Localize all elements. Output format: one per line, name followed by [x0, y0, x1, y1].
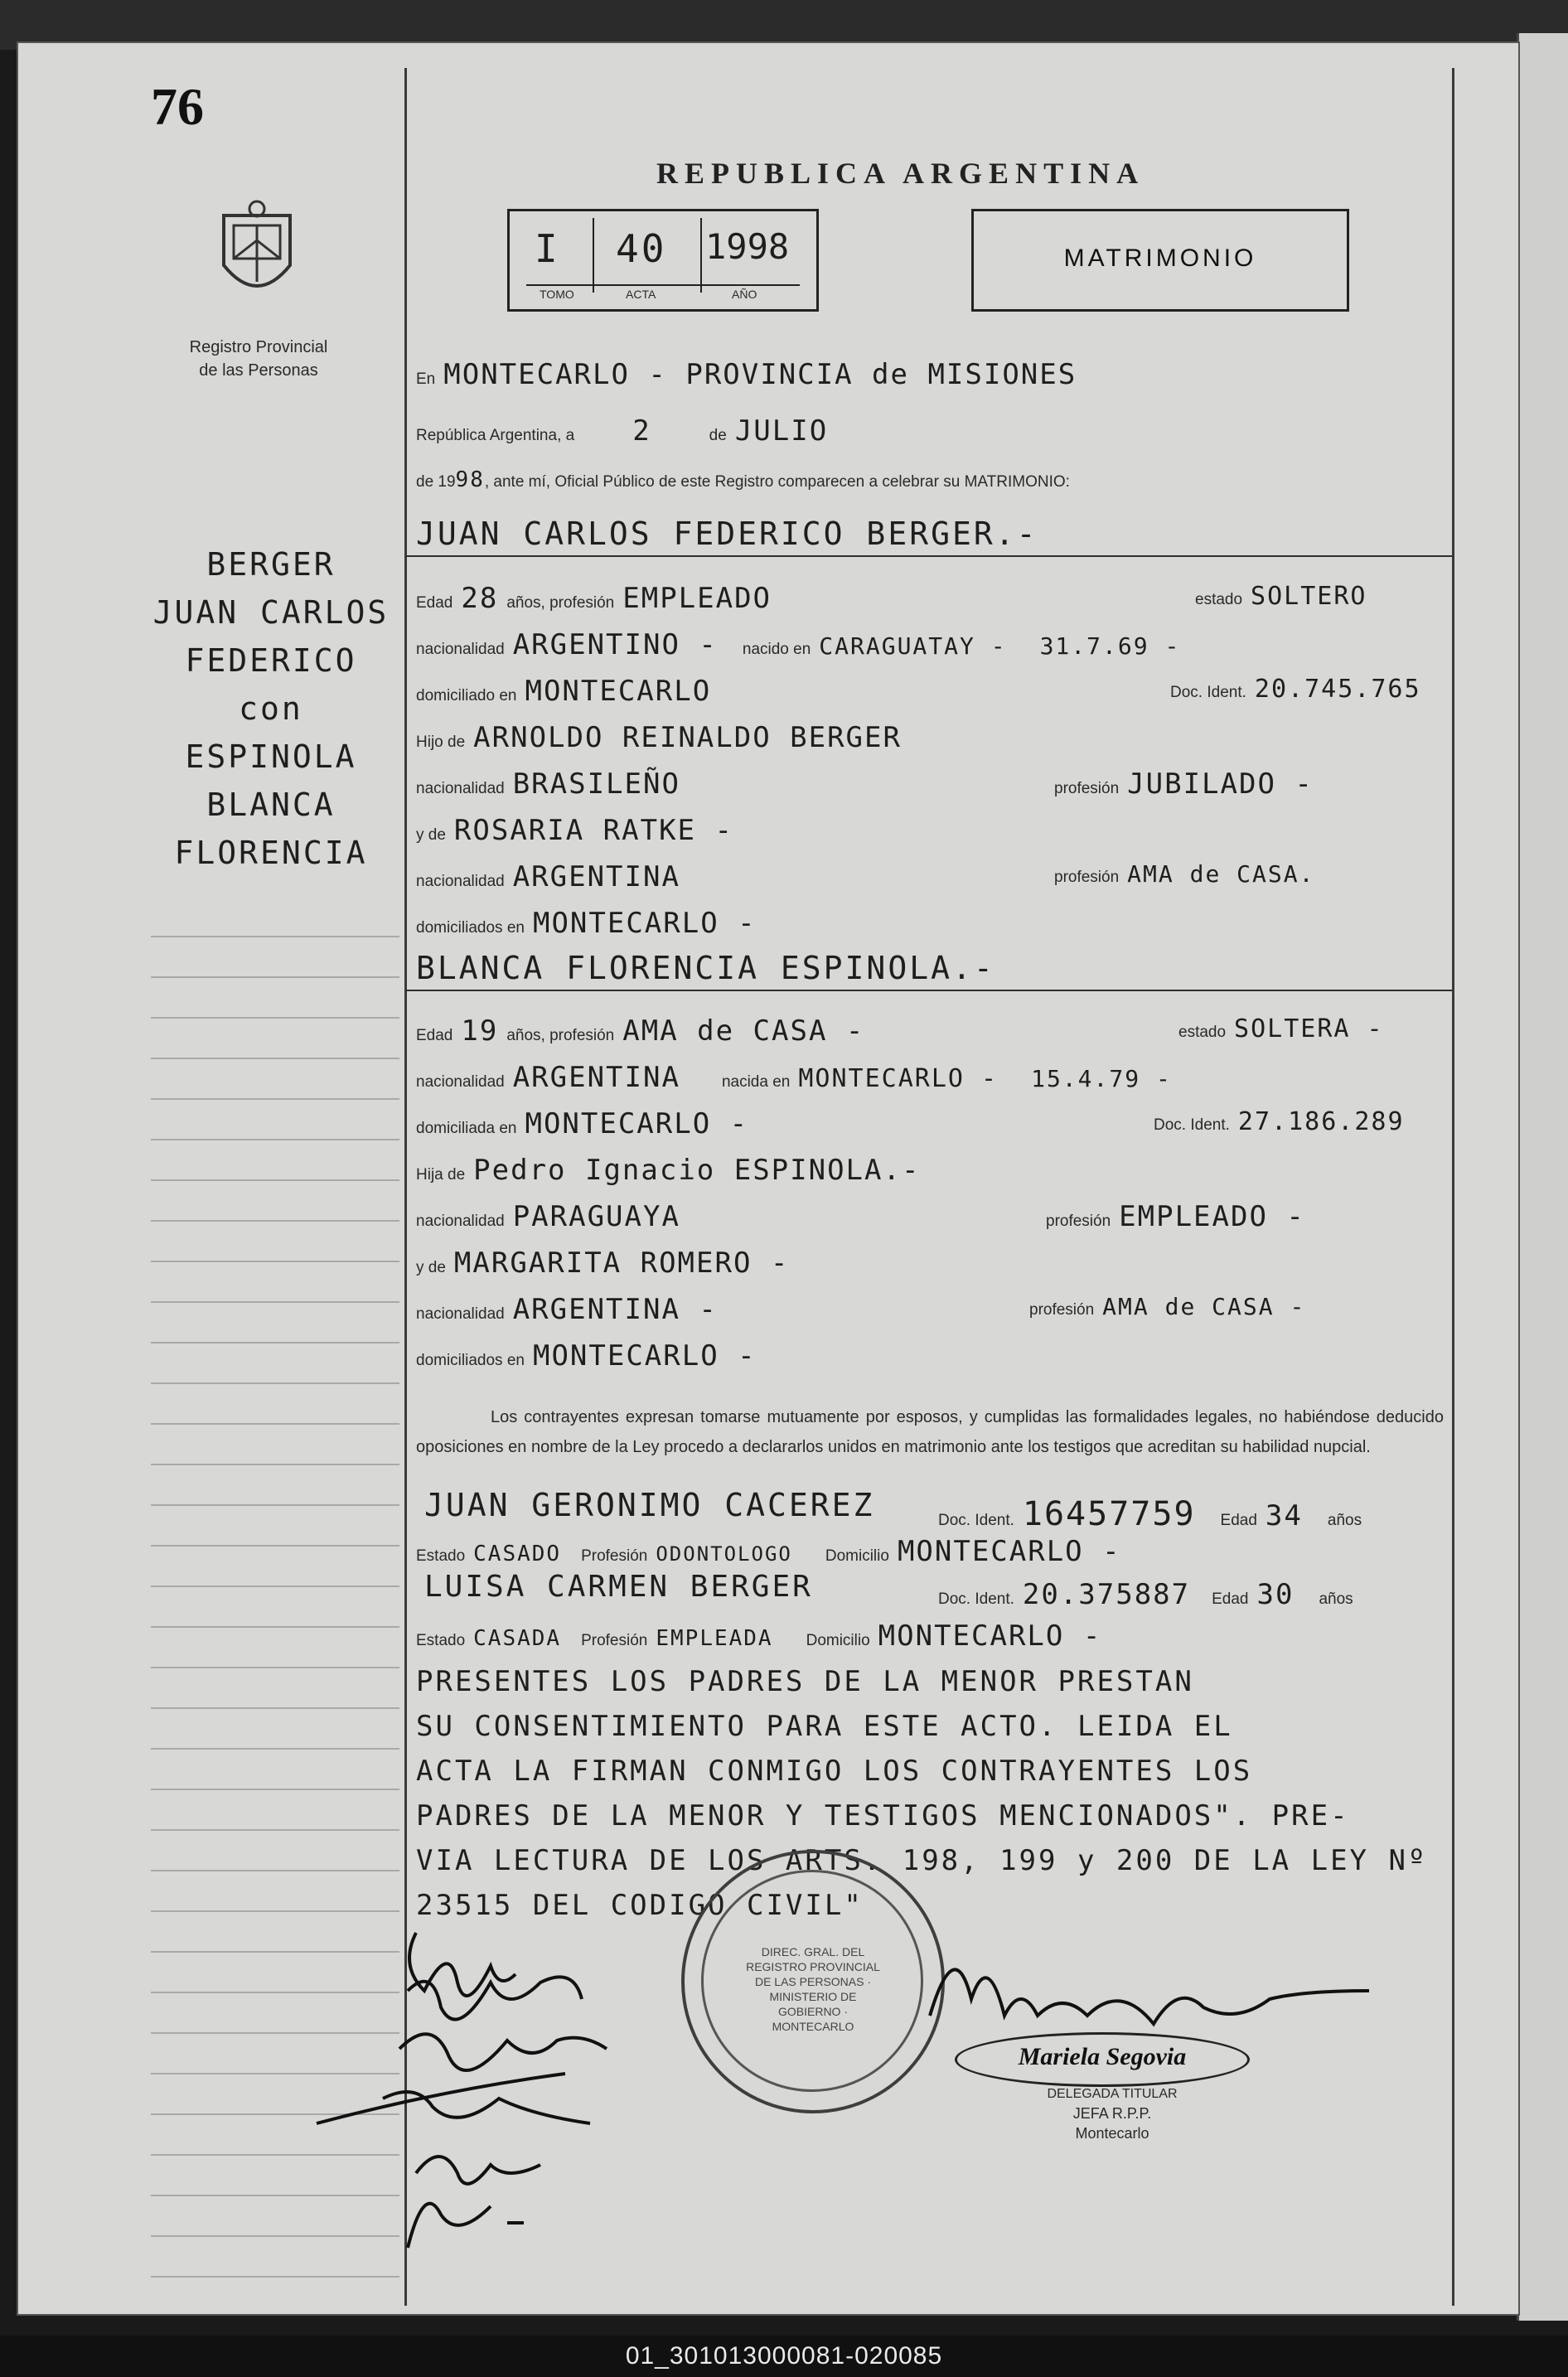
groom-nacido: CARAGUATAY -: [819, 632, 1007, 660]
groom-doc: 20.745.765: [1254, 675, 1421, 704]
note-line: PADRES DE LA MENOR Y TESTIGOS MENCIONADOS". PRE-: [416, 1799, 1350, 1832]
year-suffix: 98: [455, 467, 485, 492]
nac-label: nacionalidad: [416, 1073, 505, 1091]
doc-label: Doc. Ident.: [938, 1512, 1014, 1529]
de-label: de: [709, 427, 727, 444]
witness-estado: CASADO: [473, 1542, 562, 1566]
intro-year-row: [416, 467, 1070, 492]
groom-name: JUAN CARLOS FEDERICO BERGER.-: [416, 516, 1038, 552]
officer-place: Montecarlo: [1075, 2125, 1149, 2142]
bride-doc: 27.186.289: [1237, 1107, 1405, 1136]
bride-estado: SOLTERA -: [1234, 1014, 1384, 1043]
doc-label: Doc. Ident.: [938, 1590, 1014, 1608]
bride-padre-nac: PARAGUAYA: [512, 1200, 680, 1233]
dom-label: Domicilio: [825, 1547, 889, 1565]
register-page: [17, 41, 1520, 2316]
groom-estado: SOLTERO: [1251, 582, 1367, 611]
estado-label: Estado: [416, 1547, 466, 1565]
witness-doc: 16457759: [1022, 1495, 1196, 1533]
official-seal: [681, 1850, 945, 2113]
groom-padre-nac: BRASILEÑO: [512, 767, 680, 801]
dom-label: domiciliada en: [416, 1120, 517, 1137]
groom-madre-nac: ARGENTINA: [512, 860, 680, 893]
groom-madre-prof: AMA de CASA.: [1127, 860, 1315, 888]
officer-title1: DELEGADA TITULAR: [1047, 2087, 1178, 2101]
coat-of-arms-icon: [215, 199, 298, 307]
intro-place-row: [416, 358, 1077, 391]
tomo-label: TOMO: [540, 288, 574, 301]
doc-label: Doc. Ident.: [1170, 684, 1246, 701]
bride-madre-nac: ARGENTINA -: [512, 1293, 718, 1326]
margin-note-line: ESPINOLA: [185, 738, 357, 775]
prof-label: profesión: [1046, 1213, 1111, 1230]
bride-padre: Pedro Ignacio ESPINOLA.-: [473, 1154, 921, 1187]
doc-type: MATRIMONIO: [1063, 244, 1257, 272]
note-line: 23515 DEL CODIGO CIVIL": [416, 1889, 864, 1922]
doc-label: Doc. Ident.: [1154, 1116, 1230, 1134]
bride-nacida: MONTECARLO -: [798, 1064, 999, 1093]
anos-label: años: [1319, 1590, 1353, 1608]
dom-label: Domicilio: [806, 1632, 870, 1649]
estado-label: Estado: [416, 1632, 466, 1649]
edad-label: Edad: [1212, 1590, 1249, 1608]
intro-date-row: [416, 414, 828, 448]
prof-label: profesión: [1054, 869, 1120, 886]
seal-text: DIREC. GRAL. DEL REGISTRO PROVINCIAL DE LAS PERSONAS · MINISTERIO DE GOBIERNO · MONTECARLO: [746, 1945, 880, 2033]
doc-type-box: [971, 209, 1349, 312]
groom-madre: ROSARIA RATKE -: [453, 814, 733, 847]
bride-doms: MONTECARLO -: [532, 1339, 757, 1372]
margin-note-line: con: [239, 690, 303, 727]
groom-domicilio: MONTECARLO: [525, 675, 712, 708]
prof-label: años, profesión: [506, 1027, 615, 1044]
groom-fecha: 31.7.69 -: [1039, 632, 1181, 660]
edad-label: Edad: [416, 1027, 453, 1044]
day-value: 2: [632, 414, 651, 448]
party-signatures: [300, 1900, 731, 2281]
witness-domicilio: MONTECARLO -: [897, 1535, 1121, 1568]
witness-edad: 30: [1256, 1578, 1295, 1611]
nac-label: nacionalidad: [416, 1213, 505, 1230]
witness-edad: 34: [1265, 1499, 1303, 1532]
estado-label: estado: [1178, 1024, 1227, 1041]
year-prefix: de 19: [416, 473, 456, 491]
prof-label: profesión: [1054, 780, 1120, 797]
bride-nacionalidad: ARGENTINA: [512, 1061, 680, 1094]
witness-profesion: EMPLEADA: [656, 1626, 773, 1651]
ano-label: AÑO: [732, 288, 757, 301]
madre-label: y de: [416, 826, 446, 844]
edad-label: Edad: [1220, 1512, 1257, 1529]
margin-note-line: FLORENCIA: [174, 835, 368, 871]
en-label: En: [416, 370, 436, 388]
note-line: PRESENTES LOS PADRES DE LA MENOR PRESTAN: [416, 1665, 1194, 1698]
doms-label: domiciliados en: [416, 1352, 525, 1369]
place-value: MONTECARLO - PROVINCIA de MISIONES: [443, 358, 1077, 391]
bride-madre: MARGARITA ROMERO -: [453, 1247, 790, 1280]
doms-label: domiciliados en: [416, 919, 525, 937]
nacido-label: nacido en: [742, 641, 811, 658]
nac-label: nacionalidad: [416, 780, 505, 797]
acta-value: 40: [616, 226, 667, 271]
officer-signature: [913, 1916, 1394, 2049]
margin-note-line: BLANCA: [206, 787, 336, 823]
edad-label: Edad: [416, 594, 453, 612]
note-line: ACTA LA FIRMAN CONMIGO LOS CONTRAYENTES LOS: [416, 1755, 1253, 1788]
registry-number-box: [507, 209, 819, 312]
witness-name: JUAN GERONIMO CACEREZ: [424, 1487, 875, 1523]
margin-note: [143, 540, 399, 877]
madre-label: y de: [416, 1259, 446, 1276]
estado-label: estado: [1195, 591, 1243, 608]
prof-label: profesión: [1029, 1301, 1095, 1319]
groom-nacionalidad: ARGENTINO -: [512, 628, 718, 661]
nac-label: nacionalidad: [416, 1305, 505, 1323]
bride-profesion: AMA de CASA -: [622, 1014, 865, 1048]
margin-note-line: FEDERICO: [185, 642, 357, 679]
note-line: VIA LECTURA DE LOS ARTS. 198, 199 y 200 DE LA LEY Nº: [416, 1844, 1428, 1877]
groom-padre-prof: JUBILADO -: [1127, 767, 1314, 801]
month-value: JULIO: [734, 414, 829, 448]
witness-domicilio: MONTECARLO -: [878, 1619, 1102, 1653]
margin-note-line: BERGER: [206, 546, 336, 583]
page-number: 76: [151, 77, 204, 136]
tomo-value: I: [535, 226, 560, 271]
country-title: REPUBLICA ARGENTINA: [656, 157, 1145, 190]
officer-title2: JEFA R.P.P.: [1072, 2105, 1152, 2122]
margin-note-line: JUAN CARLOS: [152, 594, 390, 631]
nacida-label: nacida en: [721, 1073, 791, 1091]
bride-padre-prof: EMPLEADO -: [1119, 1200, 1305, 1233]
notes-block: [416, 1659, 1452, 1928]
padre-label: Hijo de: [416, 733, 466, 751]
witness-doc: 20.375887: [1022, 1578, 1191, 1611]
right-rule: [1452, 68, 1454, 2306]
declaration-text: Los contrayentes expresan tomarse mutuamente por esposos, y cumplidas las formalidades legales, no habiéndose deducido oposiciones en nombre de la Ley procedo a declararlos unidos en matrimonio ante los testigos que acreditan su habilidad nupcial.: [416, 1408, 1444, 1456]
bride-fecha: 15.4.79 -: [1031, 1065, 1172, 1092]
prof-label: Profesión: [581, 1547, 648, 1565]
anos-label: años: [1327, 1512, 1362, 1529]
adjacent-page: [1517, 33, 1568, 2321]
rep-label: República Argentina, a: [416, 427, 575, 444]
bride-madre-prof: AMA de CASA -: [1102, 1293, 1306, 1320]
registry-line2: de las Personas: [199, 361, 318, 380]
prof-label: años, profesión: [506, 594, 615, 612]
officer-stamp-name: Mariela Segovia: [1018, 2043, 1187, 2070]
witness-name: LUISA CARMEN BERGER: [424, 1570, 813, 1604]
witness-estado: CASADA: [473, 1626, 562, 1651]
image-caption: 01_301013000081-020085: [625, 2342, 943, 2370]
registry-line1: Registro Provincial: [189, 338, 328, 356]
ano-value: 1998: [705, 226, 790, 267]
witness-profesion: ODONTOLOGO: [656, 1542, 792, 1566]
nac-label: nacionalidad: [416, 873, 505, 890]
groom-profesion: EMPLEADO: [622, 582, 772, 615]
note-line: SU CONSENTIMIENTO PARA ESTE ACTO. LEIDA EL: [416, 1710, 1233, 1743]
padre-label: Hija de: [416, 1166, 466, 1184]
groom-edad: 28: [461, 582, 499, 615]
year-text: , ante mí, Oficial Público de este Registro comparecen a celebrar su MATRIMONIO:: [484, 473, 1070, 491]
groom-padre: ARNOLDO REINALDO BERGER: [473, 721, 902, 754]
groom-doms: MONTECARLO -: [532, 907, 757, 940]
prof-label: Profesión: [581, 1632, 648, 1649]
bride-edad: 19: [461, 1014, 499, 1048]
acta-label: ACTA: [626, 288, 656, 301]
officer-stamp: [955, 2032, 1250, 2087]
bride-name: BLANCA FLORENCIA ESPINOLA.-: [416, 950, 995, 986]
dom-label: domiciliado en: [416, 687, 517, 704]
bride-domicilio: MONTECARLO -: [525, 1107, 749, 1140]
nac-label: nacionalidad: [416, 641, 505, 658]
